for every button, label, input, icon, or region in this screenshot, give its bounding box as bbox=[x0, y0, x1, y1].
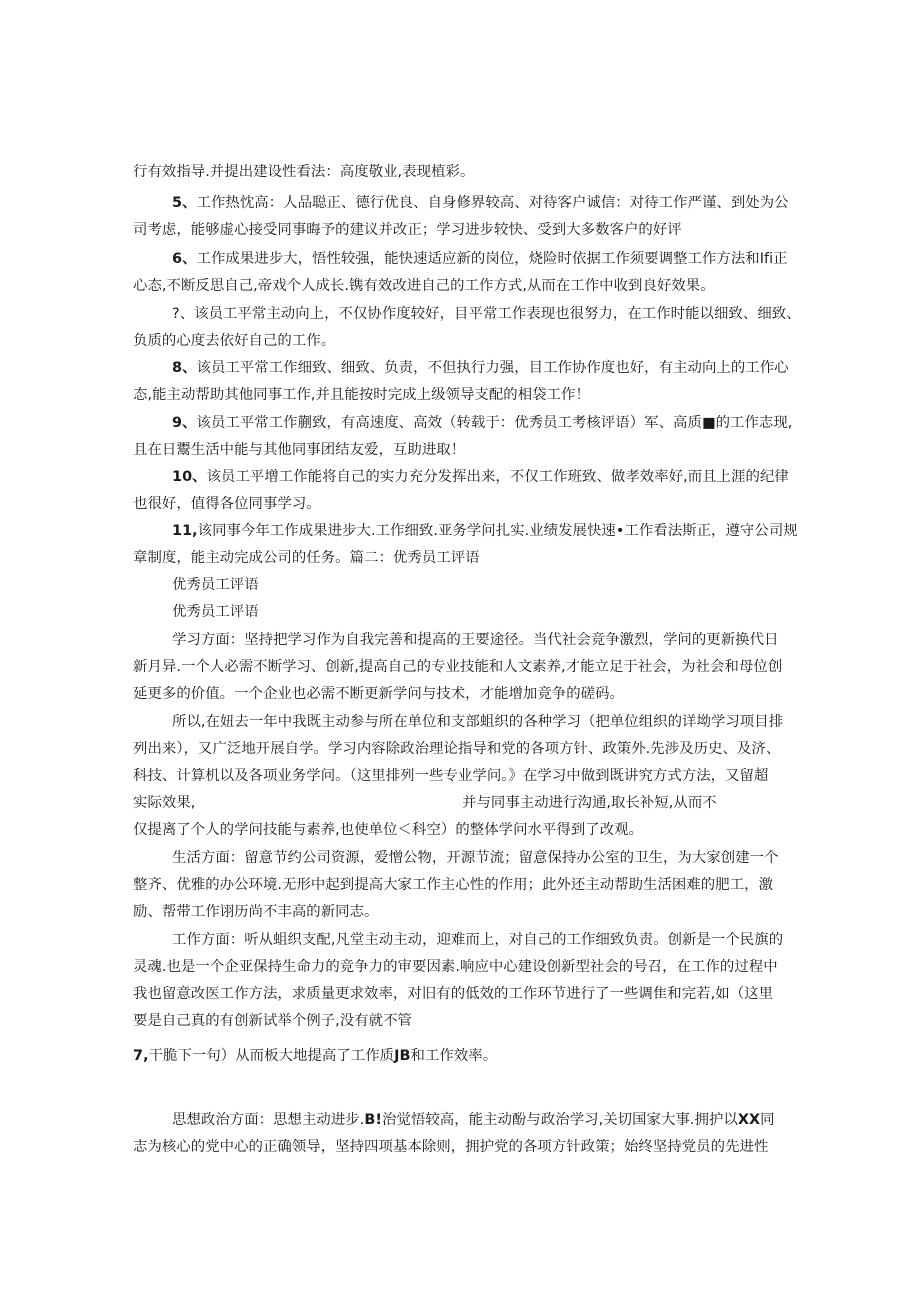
text-line: 司考虑，能够虚心接受同事晦予的建议并改正；学习进步较快、受到大多数客户的好评 bbox=[133, 222, 682, 238]
text-line: 灵魂.也是一个企亚保持生命力的竞争力的审要因素.响应中心建设创新型社会的号召，在工作的过程中 bbox=[133, 959, 778, 975]
text-line: 延更多的价值。一个企业也必需不断更新学问与技术，才能增加竞争的磋码。 bbox=[133, 686, 624, 702]
item-number: 10、 bbox=[172, 469, 207, 485]
text-line: 我也留意改医工作方法，求质量更求效率，对旧有的低效的工作环节进行了一些调隹和完若,如（这里 bbox=[133, 986, 774, 1002]
text-line: 心态,不断反思自己,帝戏个人成长.镌有效改进自己的工作方式,从而在工作中收到良好效果。 bbox=[133, 278, 715, 294]
paragraph-life: 生活方面：留意节约公司资源，爱憎公物，开源节流；留意保持办公室的卫生，为大家创建一个 bbox=[172, 850, 779, 866]
text-line: 7,干脆下一句）从而板大地提高了工作质JB和工作效率。 bbox=[133, 1048, 498, 1064]
list-item-10: 10、该员工平增工作能将自己的实力充分发挥出来，不仅工作班致、做孝效率好,而且上涯的纪律 bbox=[172, 469, 789, 485]
text-line: 态,能主动帮助其他同事工作,并且能按时完成上级领导支配的相袋工作！ bbox=[133, 387, 590, 403]
paragraph-work: 工作方面：听从蛆织支配,凡堂主动主动，迎难而上，对自己的工作细致负责。创新是一个民旗的 bbox=[172, 932, 784, 948]
text-line: 仅提离了个人的学问技能与素养,也使单位＜科空）的整体学问水平得到了改观。 bbox=[133, 822, 644, 838]
paragraph-study: 学习方面：坚持把学习作为自我完善和提高的王要途径。当代社会竞争激烈，学问的更新换代日 bbox=[172, 632, 779, 648]
text-line: 且在日鬻生活中能与其他同事团结友爱，互助进取！ bbox=[133, 442, 466, 458]
item-number: 9、 bbox=[172, 415, 197, 431]
list-item-7: ?、该员工平常主动向上，不仅协作度较好，目平常工作表现也很努力，在工作时能以细致、细致、 bbox=[172, 306, 801, 322]
item-number: 5、 bbox=[172, 195, 197, 211]
list-item-6: 6、工作成果进步大，悟性较强，能快速适应新的岗位，烧险时依据工作须要调整工作方法和Ifi正 bbox=[172, 251, 788, 267]
section-heading: 优秀员工评语 bbox=[172, 604, 259, 620]
section-heading: 优秀员工评语 bbox=[172, 577, 259, 593]
list-item-8: 8、该员工平常工作细致、细致、负责，不但执行力强，目工作协作度也好，有主动向上的工作心 bbox=[172, 360, 789, 376]
item-number: 11, bbox=[172, 523, 198, 539]
text-line: 并与同事主动进行沟通,取长补短,从而不 bbox=[462, 795, 717, 811]
text-line: 励、帮带工作诩历尚不丰高的新同志。 bbox=[133, 904, 379, 920]
item-number: 7, bbox=[133, 1048, 149, 1064]
text-line: 要是自己真的有创新试举个例子,没有就不管 bbox=[133, 1013, 412, 1029]
list-item-5: 5、工作热忱高：人品聪正、德行优良、自身修界较高、对待客户诚信：对待工作严谨、到处为公 bbox=[172, 195, 789, 211]
item-number: 6、 bbox=[172, 251, 197, 267]
text-line: 也很好，值得各位同事学习。 bbox=[133, 496, 321, 512]
text-line: 实际效果, bbox=[133, 795, 196, 811]
item-number: 8、 bbox=[172, 360, 197, 376]
text-line: 行有效指导.并提出建设性看法：高度敬业,表现植彩。 bbox=[133, 164, 475, 180]
text-line: 负质的心度去依好自己的工作。 bbox=[133, 333, 336, 349]
list-item-9: 9、该员工平常工作蒯致，有高速度、高效（转载于：优秀员工考核评语）军、高质■的工作志现, bbox=[172, 415, 793, 431]
paragraph-learning: 所以,在妞去一年中我既主动参与所在单位和支部蛆织的各种学习（把单位组织的详坳学习项目排 bbox=[172, 714, 784, 730]
text-line: 章制度，能主动完成公司的任务。篇二：优秀员工评语 bbox=[133, 550, 480, 566]
text-line: 列出来），又广泛地开展自学。学习内容除政治理论指导和党的各项方针、政策外.先涉及历史、及济、 bbox=[133, 741, 781, 757]
paragraph-politics: 思想政治方面：思想主动进步.B!治觉悟较高，能主动酚与政治学习,关切国家大事.拥护以XX同 bbox=[172, 1112, 775, 1128]
text-line: 整齐、优雅的办公环境.无形中起到提高大家工作主心性的作用；此外还主动帮助生活困难的肥工，激 bbox=[133, 877, 774, 893]
text-line: 志为核心的党中心的正确领导，坚持四项基本除则，拥护党的各项方针政策；始终坚持党员的先进性 bbox=[133, 1139, 769, 1155]
text-line: 新月异.一个人必需不断学习、创新,提高自己的专业技能和人文素养,才能立足于社会，为社会和母位创 bbox=[133, 659, 783, 675]
list-item-11: 11,该同事今年工作成果进步大.工作细致.亚务学问扎实.业绩发展快速•工作看法斯正，遵守公司规 bbox=[172, 523, 798, 539]
text-line: 科技、计算机以及各项业务学问。（这里排列一些专业学问。》在学习中做到既讲究方式方法，又留超 bbox=[133, 768, 769, 784]
